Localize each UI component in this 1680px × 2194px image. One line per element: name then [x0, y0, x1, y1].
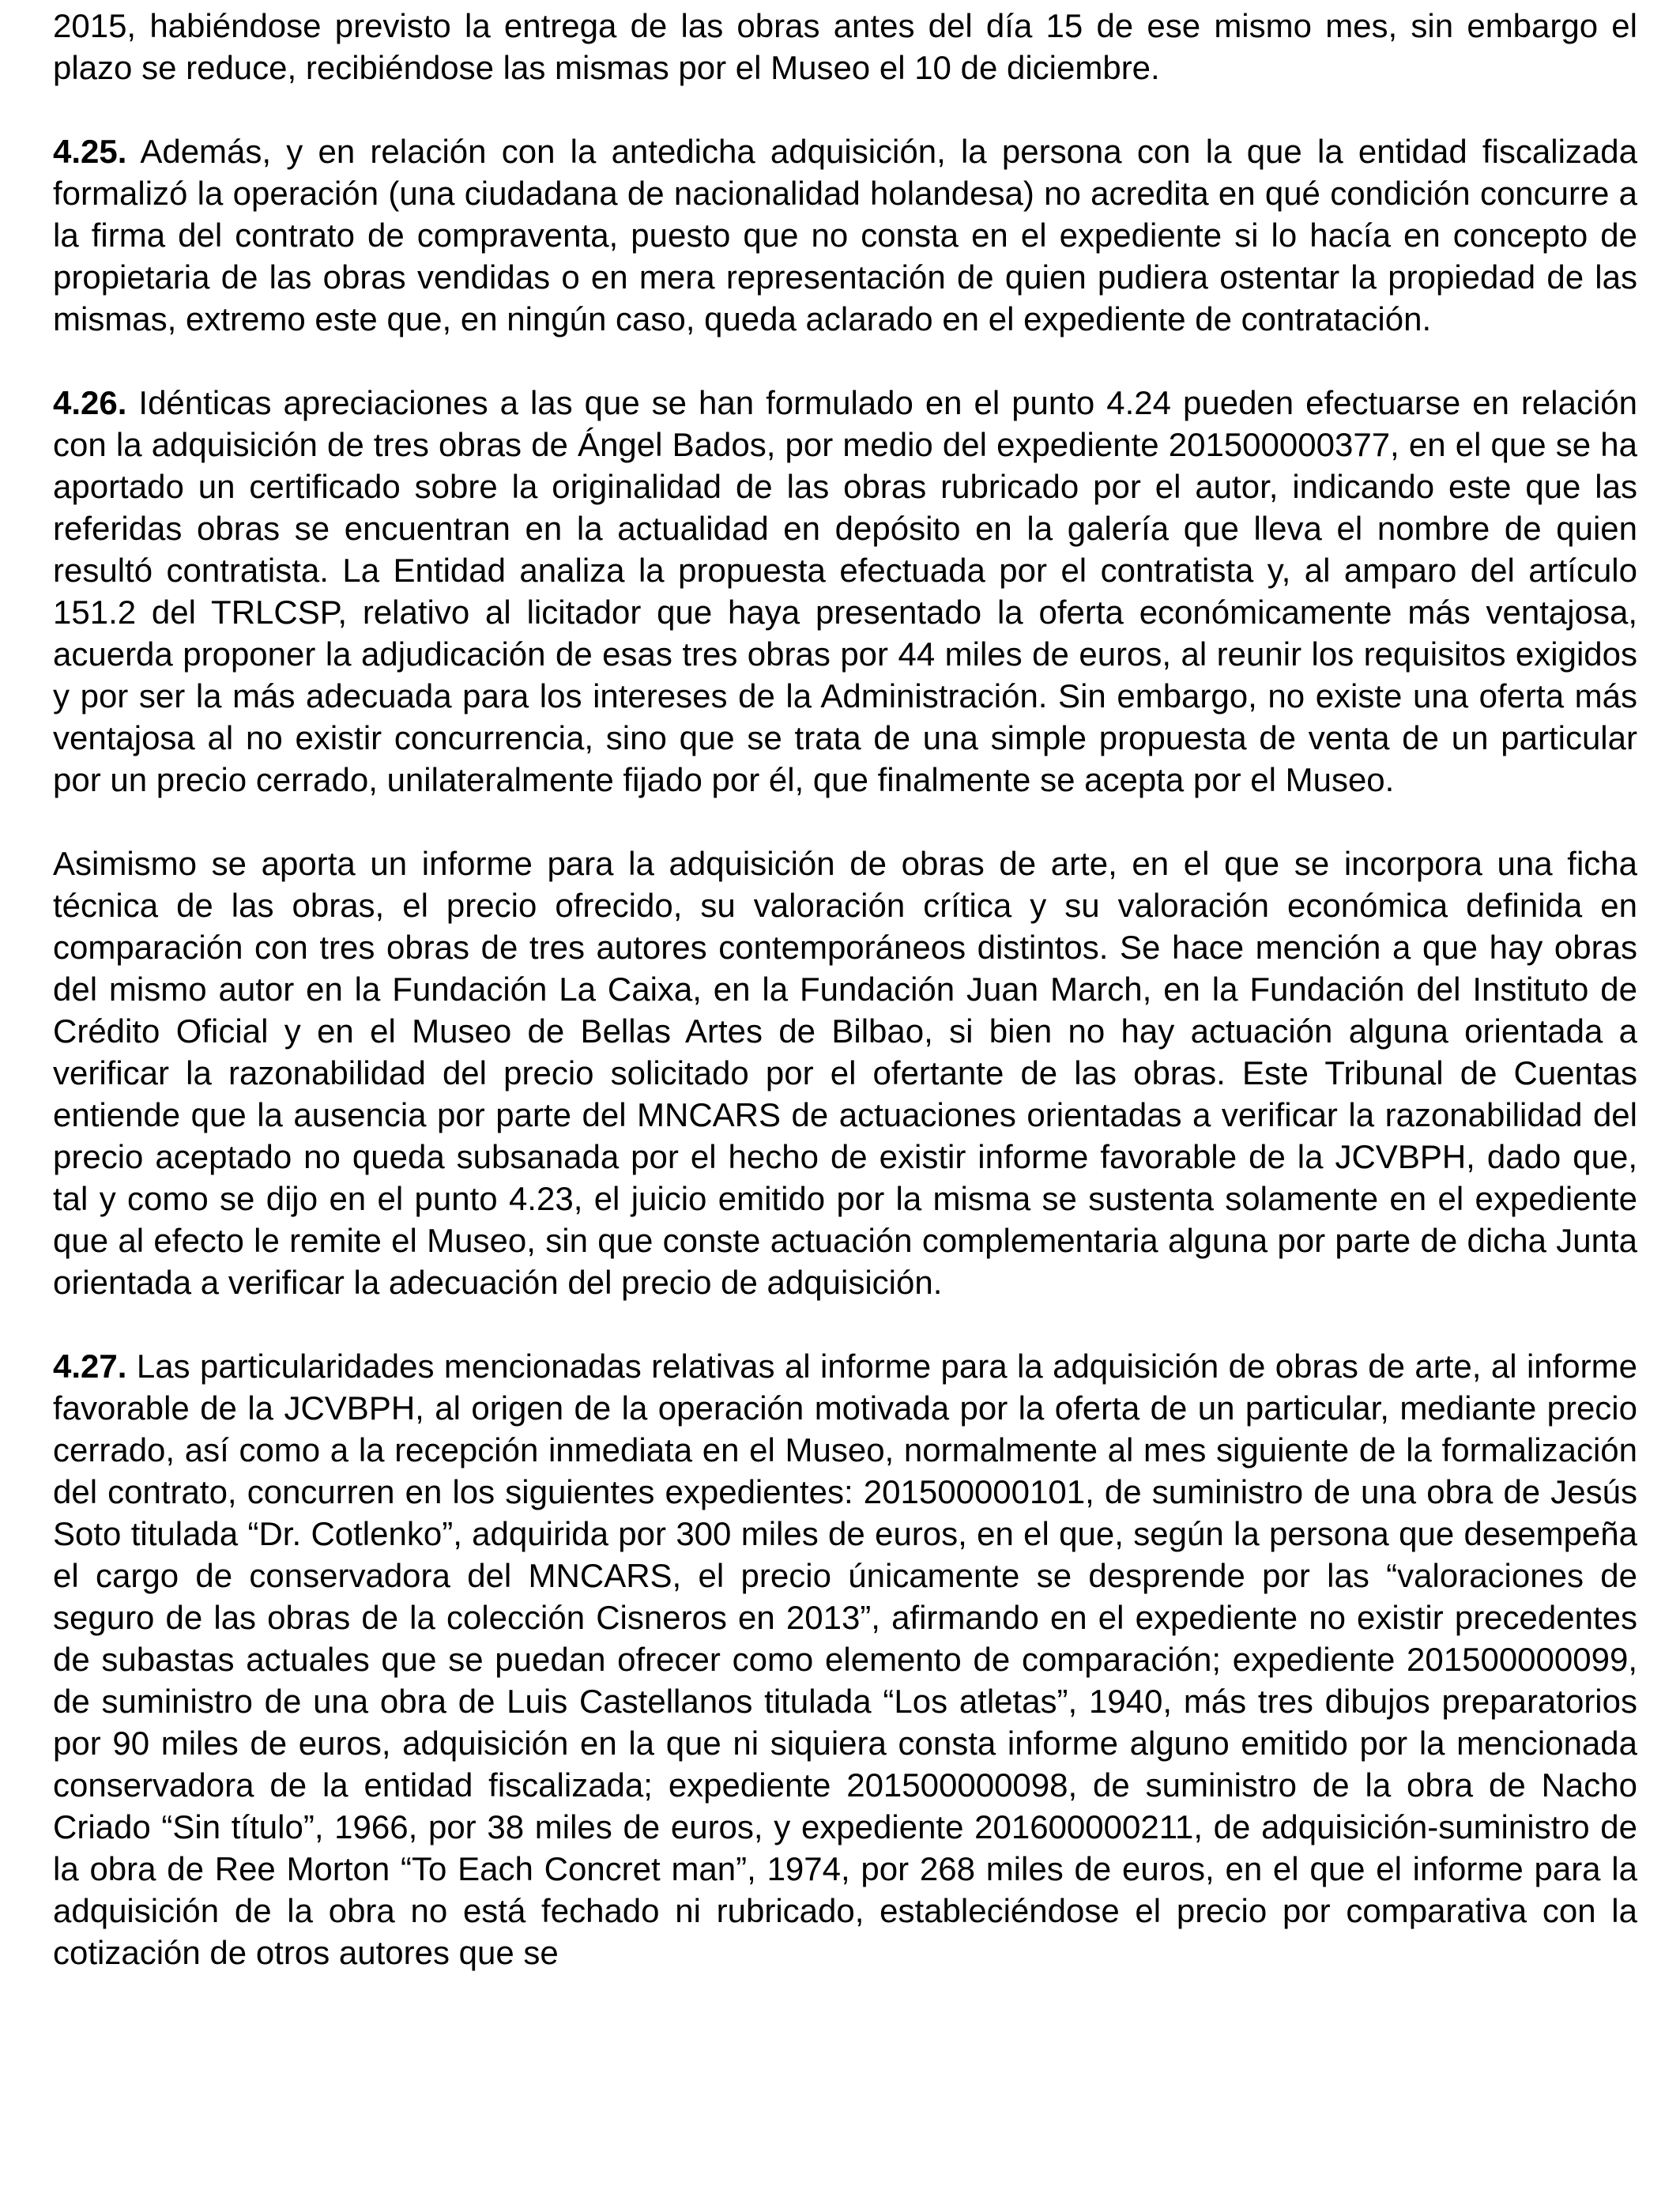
paragraph-asimismo — [53, 843, 1637, 1303]
paragraph-text: Las particularidades mencionadas relativas al informe para la adquisición de obras de arte, al informe favorable de la JCVBPH, al origen de la operación motivada por la oferta de un particular, mediante precio cerrado, así como a la recepción inmediata en el Museo, normalmente al mes siguiente de la formalización del contrato, concurren en los siguientes expedientes: 201500000101, de suministro de una obra de Jesús Soto titulada “Dr. Cotlenko”, adquirida por 300 miles de euros, en el que, según la persona que desempeña el cargo de conservadora del MNCARS, el precio únicamente se desprende por las “valoraciones de seguro de las obras de la colección Cisneros en 2013”, afirmando en el expediente no existir precedentes de subastas actuales que se puedan ofrecer como elemento de comparación; expediente 201500000099, de suministro de una obra de Luis Castellanos titulada “Los atletas”, 1940, más tres dibujos preparatorios por 90 miles de euros, adquisición en la que ni siquiera consta informe alguno emitido por la mencionada conservadora de la entidad fiscalizada; expediente 201500000098, de suministro de la obra de Nacho Criado “Sin título”, 1966, por 38 miles de euros, y expediente 201600000211, de adquisición-suministro de la obra de Ree Morton “To Each Concret man”, 1974, por 268 miles de euros, en el que el informe para la adquisición de la obra no está fechado ni rubricado, estableciéndose el precio por comparativa con la cotización de otros autores que se — [53, 1348, 1637, 1971]
paragraph-4-25 — [53, 130, 1637, 340]
paragraph-text: Asimismo se aporta un informe para la adquisición de obras de arte, en el que se incorpora una ficha técnica de las obras, el precio ofrecido, su valoración crítica y su valoración económica definida en comparación con tres obras de tres autores contemporáneos distintos. Se hace mención a que hay obras del mismo autor en la Fundación La Caixa, en la Fundación Juan March, en la Fundación del Instituto de Crédito Oficial y en el Museo de Bellas Artes de Bilbao, si bien no hay actuación alguna orientada a verificar la razonabilidad del precio solicitado por el ofertante de las obras. Este Tribunal de Cuentas entiende que la ausencia por parte del MNCARS de actuaciones orientadas a verificar la razonabilidad del precio aceptado no queda subsanada por el hecho de existir informe favorable de la JCVBPH, dado que, tal y como se dijo en el punto 4.23, el juicio emitido por la misma se sustenta solamente en el expediente que al efecto le remite el Museo, sin que conste actuación complementaria alguna por parte de dicha Junta orientada a verificar la adecuación del precio de adquisición. — [53, 845, 1637, 1301]
paragraph-number: 4.25. — [53, 133, 127, 170]
paragraph-number: 4.26. — [53, 384, 127, 421]
paragraph-continuation — [53, 5, 1637, 89]
paragraph-number: 4.27. — [53, 1348, 127, 1385]
document-page — [53, 0, 1637, 2194]
paragraph-4-27 — [53, 1345, 1637, 1973]
paragraph-text: Además, y en relación con la antedicha adquisición, la persona con la que la entidad fiscalizada formalizó la operación (una ciudadana de nacionalidad holandesa) no acredita en qué condición concurre a la firma del contrato de compraventa, puesto que no consta en el expediente si lo hacía en concepto de propietaria de las obras vendidas o en mera representación de quien pudiera ostentar la propiedad de las mismas, extremo este que, en ningún caso, queda aclarado en el expediente de contratación. — [53, 133, 1637, 337]
paragraph-text: Idénticas apreciaciones a las que se han formulado en el punto 4.24 pueden efectuarse en relación con la adquisición de tres obras de Ángel Bados, por medio del expediente 201500000377, en el que se ha aportado un certificado sobre la originalidad de las obras rubricado por el autor, indicando este que las referidas obras se encuentran en la actualidad en depósito en la galería que lleva el nombre de quien resultó contratista. La Entidad analiza la propuesta efectuada por el contratista y, al amparo del artículo 151.2 del TRLCSP, relativo al licitador que haya presentado la oferta económicamente más ventajosa, acuerda proponer la adjudicación de esas tres obras por 44 miles de euros, al reunir los requisitos exigidos y por ser la más adecuada para los intereses de la Administración. Sin embargo, no existe una oferta más ventajosa al no existir concurrencia, sino que se trata de una simple propuesta de venta de un particular por un precio cerrado, unilateralmente fijado por él, que finalmente se acepta por el Museo. — [53, 384, 1637, 798]
paragraph-4-26 — [53, 382, 1637, 801]
paragraph-text: 2015, habiéndose previsto la entrega de las obras antes del día 15 de ese mismo mes, sin embargo el plazo se reduce, recibiéndose las mismas por el Museo el 10 de diciembre. — [53, 7, 1637, 86]
